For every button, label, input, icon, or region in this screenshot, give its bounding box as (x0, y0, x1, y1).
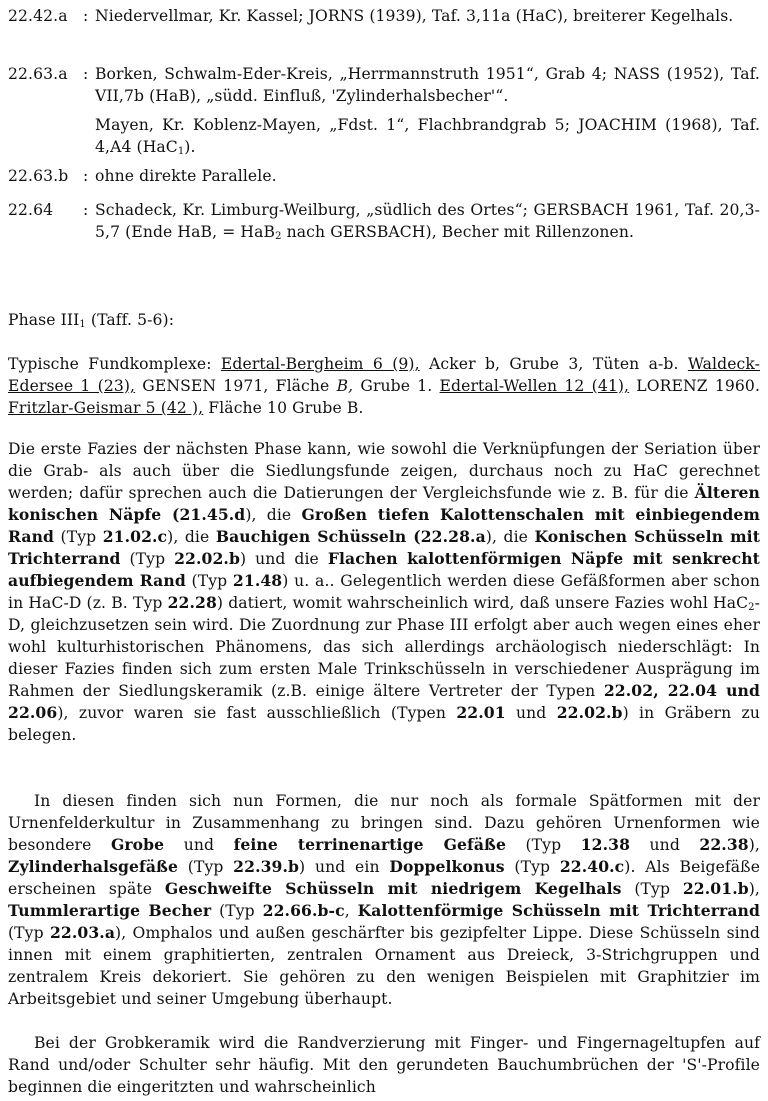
entry-separator: : (83, 201, 89, 219)
entry-number: 22.63.a (8, 65, 68, 83)
catalog-entry (8, 199, 760, 243)
entry-text: Niedervellmar, Kr. Kassel; JORNS (1939), Taf. 3,11a (HaC), breiterer Kegelhals. (95, 7, 734, 25)
entry-separator: : (83, 7, 89, 25)
body-paragraph: Die erste Fazies der nächsten Phase kann, wie sowohl die Verknüpfungen der Seriation über die Grab- als auch über die Siedlungsfunde zeigen, durchaus noch zu HaC gerechnet werden; dafür sprechen auch die Datierungen der Vergleichsfunde wie z. B. für die Älteren konischen Näpfe (21.45.d), die Großen tiefen Kalottenschalen mit einbiegendem Rand (Typ 21.02.c), die Bauchigen Schüsseln (22.28.a), die Konischen Schüsseln mit Trichterrand (Typ 22.02.b) und die Flachen kalottenförmigen Näpfe mit senkrecht aufbiegendem Rand (Typ 21.48) u. a.. Gelegentlich werden diese Gefäßformen aber schon in HaC-D (z. B. Typ 22.28) datiert, womit wahrscheinlich wird, daß unsere Fazies wohl HaC$_2$-D, gleichzusetzen sein wird. Die Zuordnung zur Phase III erfolgt aber auch wegen eines eher wohl kulturhistorischen Phänomens, das sich allerdings archäologisch niederschlägt: In dieser Fazies finden sich zum ersten Male Trinkschüsseln in verschiedener Ausprägung im Rahmen der Siedlungskeramik (z.B. einige ältere Vertreter der Typen 22.02, 22.04 und 22.06), zuvor waren sie fast ausschließlich (Typen 22.01 und 22.02.b) in Gräbern zu belegen. (8, 440, 760, 744)
site-reference: Fritzlar-Geismar 5 (42 ), (8, 399, 204, 417)
catalog-entry (8, 165, 760, 187)
entry-text: Borken, Schwalm-Eder-Kreis, „Herrmannstruth 1951“, Grab 4; NASS (1952), Taf. VII,7b (HaB), „südd. Einfluß, 'Zylinderhalsbecher'“. Mayen, Kr. Koblenz-Mayen, „Fdst. 1“, Flachbrandgrab 5; JOACHIM (1968), Taf. 4,A4 (HaC$_1$). (95, 65, 760, 157)
site-reference: Waldeck-Edersee 1 (23), (8, 355, 761, 395)
catalog-entry (8, 63, 760, 158)
entry-separator: : (83, 65, 89, 83)
entry-number: 22.64 (8, 201, 54, 219)
catalog-entry (8, 5, 760, 27)
entry-number: 22.63.b (8, 167, 69, 185)
phase-heading: Phase $III_1$ (Taff. 5-6): (8, 311, 175, 330)
entry-text: ohne direkte Parallele. (95, 167, 277, 185)
entry-number: 22.42.a (8, 7, 68, 25)
site-reference: Edertal-Bergheim 6 (9), (220, 355, 420, 373)
body-paragraph: Bei der Grobkeramik wird die Randverzierung mit Finger- und Fingernageltupfen auf Rand und/oder Schulter sehr häufig. Mit den gerundeten Bauchumbrüchen der 'S'-Profile beginnen die eingeritzten und wahrscheinlich (8, 1034, 760, 1096)
body-paragraph: In diesen finden sich nun Formen, die nur noch als formale Spätformen mit der Urnenfelderkultur in Zusammenhang zu bringen sind. Dazu gehören Urnenformen wie besondere Grobe und feine terrinenartige Gefäße (Typ 12.38 und 22.38), Zylinderhalsgefäße (Typ 22.39.b) und ein Doppelkonus (Typ 22.40.c). Als Beigefäße erscheinen späte Geschweifte Schüsseln mit niedrigem Kegelhals (Typ 22.01.b), Tummlerartige Becher (Typ 22.66.b-c, Kalottenförmige Schüsseln mit Trichterrand (Typ 22.03.a), Omphalos und außen geschärfter bis gezipfelter Lippe. Diese Schüsseln sind innen mit einem graphitierten, zentralen Ornament aus Dreieck, 3-Strichgruppen und zentralem Kreis dekoriert. Sie gehören zu den wenigen Beispielen mit Graphitzier im Arbeitsgebiet und seiner Umgebung überhaupt. (8, 792, 761, 1008)
site-reference: Edertal-Wellen 12 (41), (439, 377, 630, 395)
entry-text: Schadeck, Kr. Limburg-Weilburg, „südlich des Ortes“; GERSBACH 1961, Taf. 20,3-5,7 (Ende HaB, = HaB$_2$ nach GERSBACH), Becher mit Rillenzonen. (95, 201, 760, 242)
entry-separator: : (83, 167, 89, 185)
typical-find-complexes: Typische Fundkomplexe: Edertal-Bergheim 6 (9), Acker b, Grube 3, Tüten a-b. Waldeck-Edersee 1 (23), GENSEN 1971, Fläche B, Grube 1. Edertal-Wellen 12 (41), LORENZ 1960. Fritzlar-Geismar 5 (42 ), Fläche 10 Grube B. (8, 355, 761, 417)
